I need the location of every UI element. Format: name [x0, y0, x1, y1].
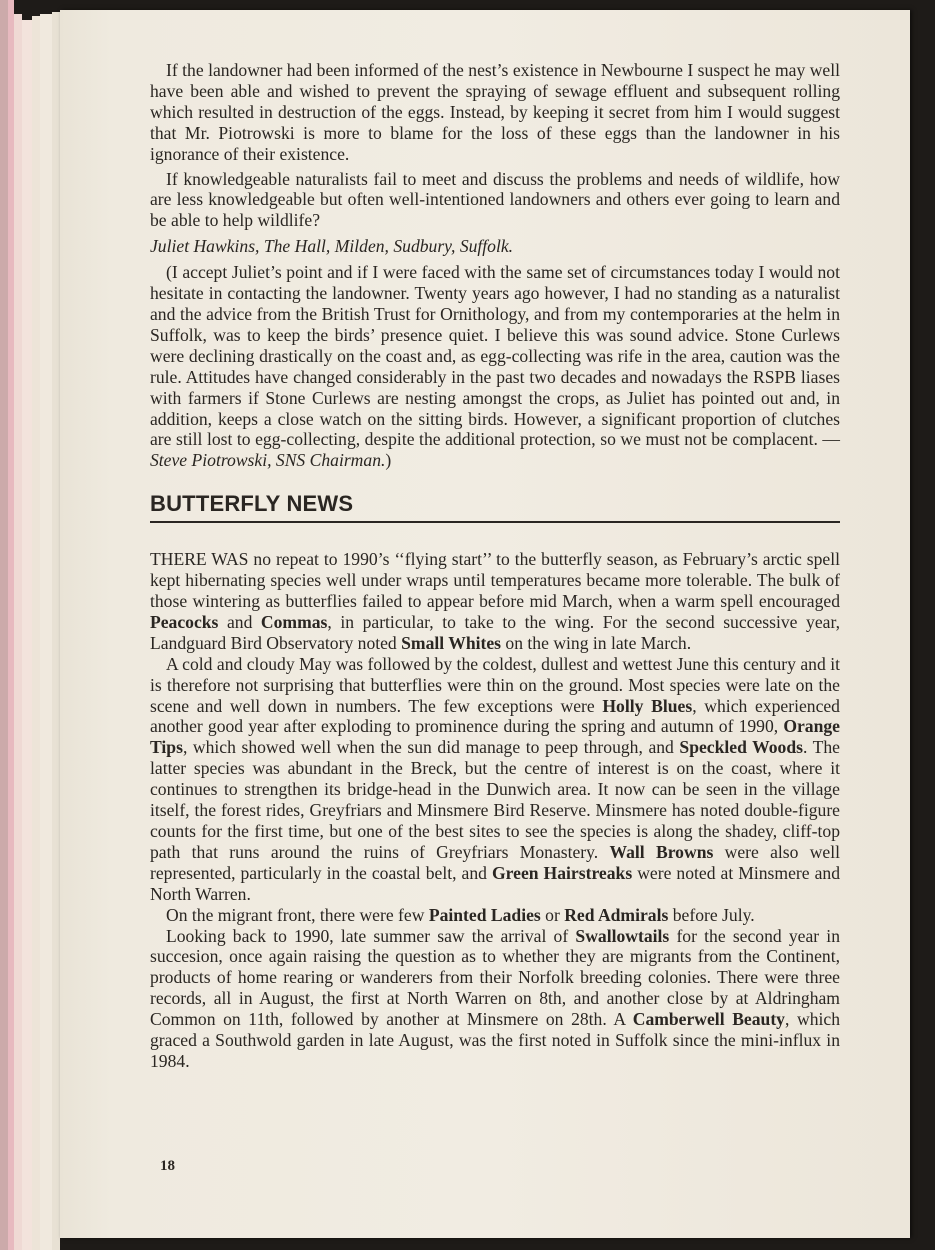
letter-paragraph: If the landowner had been informed of the nest’s existence in Newbourne I suspect he may well have been able and wished to prevent the spraying of sewage effluent and subsequent rolling which resulted in destruction of the eggs. Instead, by keeping it secret from him I would suggest that Mr. Piotrowski is more to blame for the loss of these eggs than the landowner in his ignorance of their existence. — [150, 60, 840, 164]
letter-paragraph: If knowledgeable naturalists fail to meet and discuss the problems and needs of wildlife, how are less knowledgeable but often well-intentioned landowners and others ever going to learn and be able to help wildlife? — [150, 168, 840, 231]
species-name: Green Hairstreaks — [491, 862, 633, 883]
article-paragraph: On the migrant front, there were few Painted Ladies or Red Admirals before July. — [166, 904, 755, 925]
species-name: Peacocks — [150, 611, 219, 632]
page-edge — [32, 16, 40, 1250]
page-content — [150, 60, 840, 1072]
page-edge — [52, 12, 60, 1250]
page-edge — [0, 0, 8, 1250]
editor-reply-signature: Steve Piotrowski, SNS Chairman. — [150, 450, 386, 471]
editor-reply-text: (I accept Juliet’s point and if I were faced with the same set of circumstances today I would not hesitate in contacting the landowner. Twenty years ago however, I had no standing as a naturalist and the advice from the British Trust for Ornithology, and from my contemporaries at the helm in Suffolk, was to keep the birds’ presence quiet. I believe this was sound advice. Stone Curlews were declining drastically on the coast and, as egg-collecting was rife in the area, caution was the rule. Attitudes have changed considerably in the past two decades and nowadays the RSPB liases with farmers if Stone Curlews are nesting amongst the crops, as Juliet has pointed out and, in addition, keeps a close watch on the sitting birds. However, a significant proportion of clutches are still lost to egg-collecting, despite the additional protection, so we must not be complacent. — — [150, 262, 840, 450]
article-paragraph: A cold and cloudy May was followed by the coldest, dullest and wettest June this century and it is therefore not surprising that butterflies were thin on the ground. Most species were late on the scene and well down in numbers. The few exceptions were Holly Blues, which experienced another good year after exploding to prominence during the spring and autumn of 1990, Orange Tips, which showed well when the sun did manage to peep through, and Speckled Woods. The latter species was abundant in the Breck, but the centre of interest is on the coast, where it continues to strengthen its bridge-head in the Dunwich area. It now can be seen in the village itself, the forest rides, Greyfriars and Minsmere Bird Reserve. Minsmere has noted double-figure counts for the first time, but one of the best sites to see the species is along the shadey, cliff-top path that runs around the ruins of Greyfriars Monastery. Wall Browns were also well represented, particularly in the coastal belt, and Green Hairstreaks were noted at Minsmere and North Warren. — [150, 653, 840, 904]
species-name: Commas — [260, 611, 328, 632]
species-name: Holly Blues — [602, 695, 693, 716]
species-name: Red Admirals — [564, 904, 669, 925]
species-name: Swallowtails — [575, 925, 670, 946]
page-number: 18 — [160, 1158, 175, 1174]
species-name: Small Whites — [401, 632, 502, 653]
species-name: Camberwell Beauty — [632, 1009, 785, 1030]
page-edge — [40, 14, 52, 1250]
page-sheet — [60, 10, 910, 1238]
species-name: Wall Browns — [609, 841, 714, 862]
species-name: Speckled Woods — [679, 737, 803, 758]
species-name: Painted Ladies — [428, 904, 541, 925]
section-heading: BUTTERFLY NEWS — [150, 491, 840, 523]
article-paragraph: THERE WAS no repeat to 1990’s ‘‘flying start’’ to the butterfly season, as February’s arctic spell kept hibernating species well under wraps until temperatures became more tolerable. The bulk of those wintering as butterflies failed to appear before mid March, when a warm spell encouraged Peacocks and Commas, in particular, to take to the wing. For the second successive year, Landguard Bird Observatory noted Small Whites on the wing in late March. — [150, 549, 840, 653]
editor-reply-close: ) — [385, 450, 392, 471]
editor-reply — [150, 262, 840, 471]
species-name: Orange Tips — [150, 716, 840, 758]
article-paragraph: Looking back to 1990, late summer saw the arrival of Swallowtails for the second year in succesion, once again raising the question as to whether they are migrants from the Continent, products of home rearing or wanderers from their Norfolk breeding colonies. There were three records, all in August, the first at North Warren on 8th, and another close by at Aldringham Common on 11th, followed by another at Minsmere on 28th. A Camberwell Beauty, which graced a Southwold garden in late August, was the first noted in Suffolk since the mini-influx in 1984. — [150, 925, 840, 1071]
letter-signature: Juliet Hawkins, The Hall, Milden, Sudbury, Suffolk. — [150, 236, 514, 257]
page-edge — [22, 20, 32, 1250]
page-edge — [14, 14, 22, 1250]
